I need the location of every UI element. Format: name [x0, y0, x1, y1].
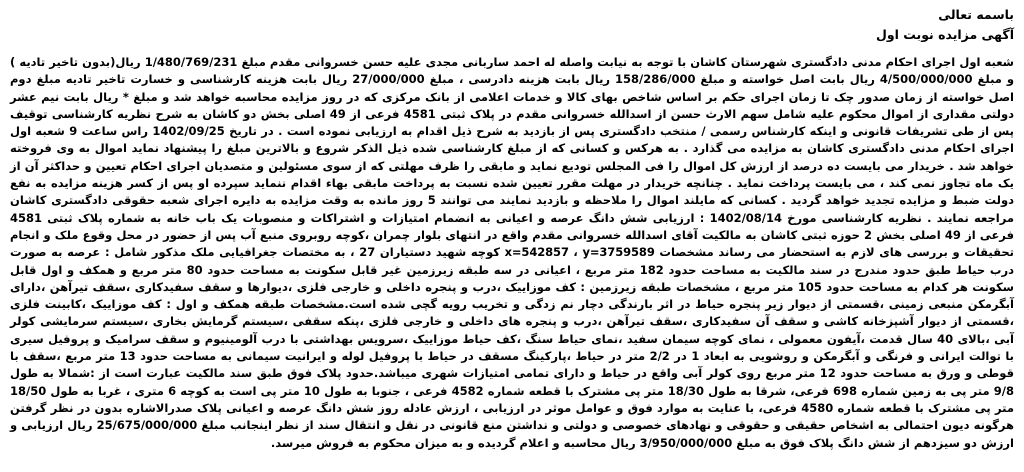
notice-body: شعبه اول اجرای احکام مدنی دادگستری شهرستان کاشان با توجه به نیابت واصله له احمد ساربانی مجدی علیه حسن خسروانی مقدم مبلغ 1/480/769/231 ریال(بدون تاخیر تادیه ) و مبلغ 4/500/000/000 ریال بابت اصل خواسته و مبلغ 158/286/000 ریال بابت هزینه دادرسی ، مبلغ 27/000/000 ریال بابت هزینه کارشناسی و خسارت تاخیر تادیه مبلغ دوم اصل خواسته از زمان صدور چک تا زمان اجرای حکم بر اساس شاخص بهای کالا و خدمات اعلامی از بانک مرکزی که در روز مزایده محاسبه خواهد شد و مبلغ * ریال بابت نیم عشر دولتی مقداری از اموال محکوم علیه شامل سهم الارث حسن از اسدالله خسروانی مقدم در پلاک ثبتی 4581 فرعی از 49 اصلی بخش دو کاشان به شرح نظریه کارشناسی توقیف پس از طی تشریفات قانونی و اینکه کارشناس رسمی / منتخب دادگستری پس از بازدید به شرح ذیل اقدام به ارزیابی نموده است . در تاریخ 1402/09/25 راس ساعت 9 شعبه اول اجرای احکام مدنی دادگستری کاشان به مزایده می گذارد . به هرکس و کسانی که از مبلغ کارشناسی شده ذیل الذکر شروع و بالاترین مبلغ را پیشنهاد نماید اموال به وی فروخته خواهد شد . خریدار می بایست ده درصد از ارزش کل اموال را فی المجلس تودیع نماید و مابقی را ظرف مهلتی که از سوی مسئولین و متصدیان اجرای احکام تعیین و حداکثر آن از یک ماه تجاوز نمی کند ، می بایست پرداخت نماید . چنانچه خریدار در مهلت مقرر تعیین شده نسبت به پرداخت مابقی بهاء اقدام ننماید سپرده او پس از کسر هزینه مزایده به نفع دولت ضبط و مزایده تجدید خواهد گردید . کسانی که مایلند اموال را ملاحظه و بازدید نمایند می توانند 5 روز مانده به وقت مزایده به دایره اجرای شعبه حقوقی دادگستری کاشان مراجعه نمایند . نظریه کارشناسی مورخ 1402/08/14 : ارزیابی شش دانگ عرصه و اعیانی به انضمام امتیازات و اشتراکات و منصوبات یک باب خانه به شماره پلاک ثبتی 4581 فرعی از 49 اصلی بخش 2 حوزه ثبتی کاشان به مالکیت آقای اسدالله خسروانی مقدم واقع در انتهای بلوار چمران ،کوچه روبروی منبع آب پس از حضور در محل وقوع ملک و انجام تحقیقات و بررسی های لازم به استحضار می رساند مشخصات x=542857 ، y=3759589 کوچه شهید دستیاران 27 ، به مختصات جغرافیایی ملک مذکور شامل : عرصه به صورت درب حیاط طبق حدود مندرج در سند مالکیت به مساحت حدود 182 متر مربع ، اعیانی در سه طبقه زیرزمین غیر قابل سکونت به مساحت حدود 80 متر مربع و همکف و اول قابل سکونت هر کدام به مساحت حدود 105 متر مربع ، مشخصات طبقه زیرزمین : کف موزاییک ،درب و پنجره داخلی و خارجی فلزی ،دیوارها و سقف سفیدکاری ،سقف تیرآهن ،دارای آبگرمکن منبعی زمینی ،قسمتی از دیوار زیر پنجره حیاط در اثر بارندگی دچار نم زدگی و تخریب رویه گچی شده است.مشخصات طبقه همکف و اول : کف موزاییک ،کابینت فلزی ،قسمتی از دیوار آشپزخانه کاشی و سقف آن سفیدکاری ،سقف تیرآهن ،درب و پنجره های داخلی و خارجی فلزی ،پنکه سقفی ،سیستم گرمایش بخاری ،سیستم سرمایشی کولر آبی ،بالای 40 سال قدمت ،آیفون معمولی ، نمای کوچه سیمان سفید ،نمای حیاط سنگ ،کف حیاط موزاییک ،سرویس بهداشتی با درب آلومینیوم و سقف سرامیک و پروفیل سیری با توالت ایرانی و فرنگی و آبگرمکن و روشویی به ابعاد 1 در 2/2 متر در حیاط ،پارکینگ مسقف در حیاط با پروفیل لوله و ایرانیت سیمانی به مساحت حدود 13 متر مربع ،سقف با قوطی و ورق به مساحت حدود 12 متر مربع روی کولر آبی واقع در حیاط و دارای تمامی امتیازات شهری میباشد.حدود پلاک فوق طبق سند مالکیت عبارت است از :شمالا به طول 9/8 متر پی به زمین شماره 698 فرعی، شرقا به طول 18/30 متر پی مشترک با قطعه شماره 4582 فرعی ، جنوبا به طول 10 متر پی است به کوچه 6 متری ، غربا به طول 18/50 متر پی مشترک با قطعه شماره 4580 فرعی، با عنایت به موارد فوق و عوامل موثر در ارزیابی ، ارزش عادله روز شش دانگ عرصه و اعیانی پلاک صدرالاشاره بدون در نظر گرفتن هرگونه دیون احتمالی به اشخاص حقیقی و حقوقی و نهادهای خصوصی و دولتی و نداشتن منع قانونی در نقل و انتقال سند از نظر اینجانب مبلغ 25/675/000/000 ریال ارزیابی و ارزش دو سیزدهم از شش دانگ پلاک فوق به مبلغ 3/950/000/000 ریال محاسبه و اعلام گردیده و به میزان محکوم به فروش میرسد.: [10, 55, 1015, 450]
invocation-heading: باسمه تعالی: [938, 7, 1014, 22]
notice-title: آگهی مزایده نوبت اول: [876, 27, 1014, 42]
